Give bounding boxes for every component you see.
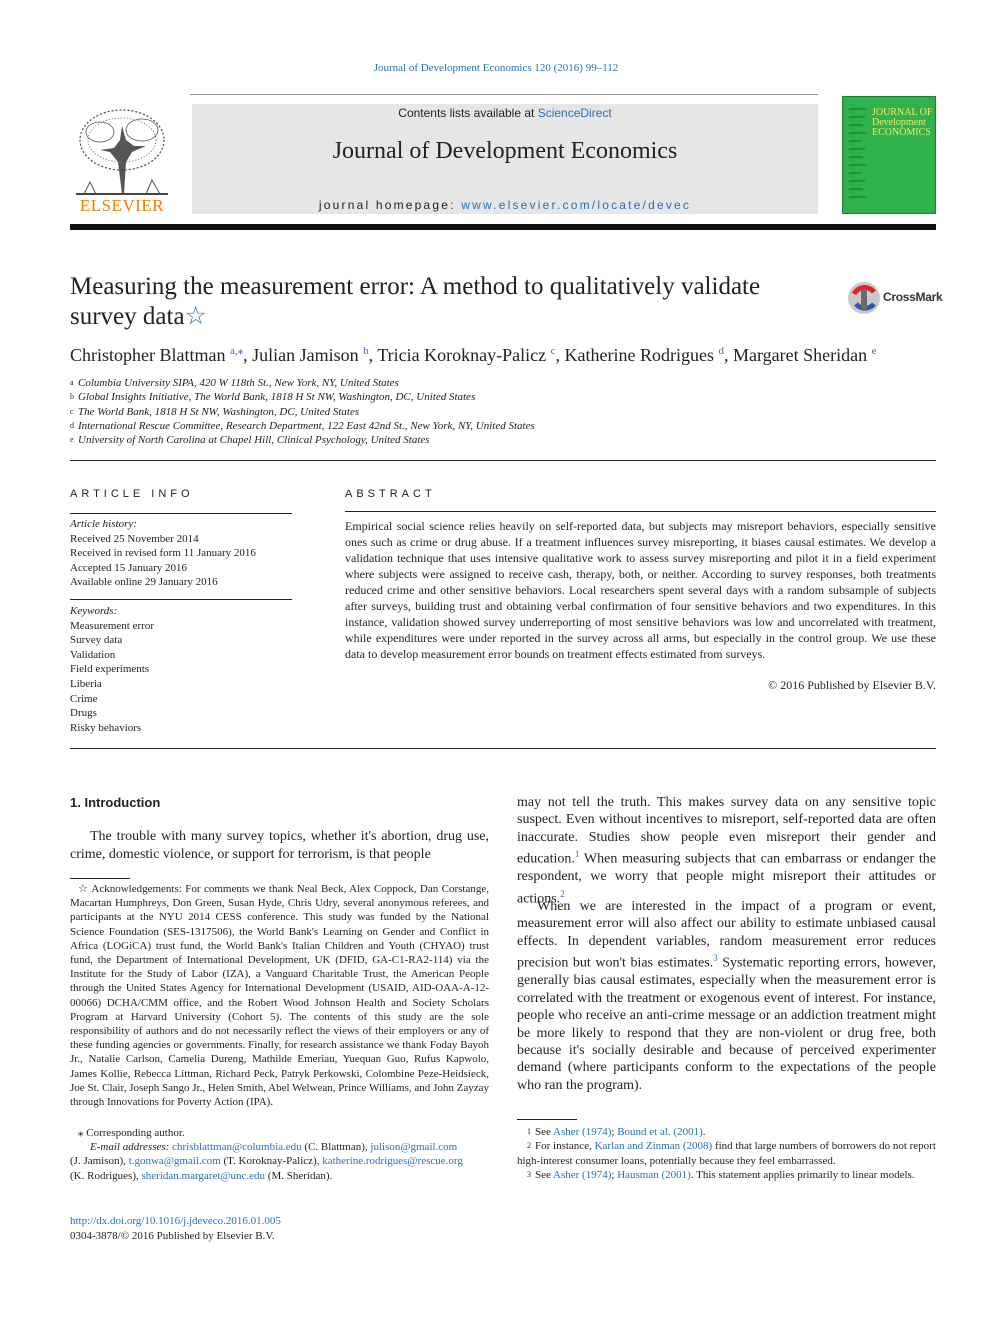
email-owner: (M. Sheridan).: [265, 1169, 333, 1182]
reference-link[interactable]: Hausman (2001): [617, 1168, 691, 1181]
reference-link[interactable]: Bound et al. (2001): [617, 1126, 703, 1138]
keyword-item: Liberia: [70, 677, 102, 690]
article-title: [70, 272, 810, 332]
article-info-divider: [70, 513, 292, 514]
email-owner: (K. Rodrigues),: [70, 1169, 142, 1182]
corresponding-line: [70, 1126, 489, 1140]
author-name[interactable]: Julian Jamison: [252, 345, 359, 365]
acknowledgements-footnote: [70, 882, 489, 1109]
footnote-ref[interactable]: 3: [713, 953, 718, 964]
article-info-heading: ARTICLE INFO: [70, 488, 194, 500]
article-title-text: Measuring the measurement error: A method to qualitatively validate survey data: [70, 273, 761, 330]
journal-name: Journal of Development Economics: [332, 138, 678, 164]
affiliation-item: [70, 433, 936, 447]
affiliation-mark: c: [70, 406, 74, 416]
affiliation-mark: d: [70, 420, 74, 430]
email-label: E-mail addresses:: [90, 1141, 170, 1154]
author-name[interactable]: Christopher Blattman: [70, 345, 226, 365]
author-affiliation-marker[interactable]: e: [871, 345, 877, 357]
author-affiliation-marker[interactable]: c: [550, 345, 556, 357]
email-owner: (C. Blattman),: [301, 1141, 371, 1154]
acknowledgements-text: Acknowledgements: For comments we thank Neal Beck, Alex Coppock, Dan Corstange, Macartan Humphreys, Don Green, Susan Hyde, Chris Udry, several anonymous referees, and participants at the NYU 2014 CESS conference. This study was funded by the National Science Foundation (SES-1317506), the World Bank's Learning on Gender and Conflict in Africa (LOGiCA) trust fund, the World Bank's Italian Children and Youth (CHYAO) trust fund, the Department of International Development, UK (DFID, GA-C1-RA2-114) via the Institute for the Study of Labor (IZA), a Vanguard Charitable Trust, the American People through the United States Agency for International Development (USAID, AID-OAA-A-12-00066) DCHA/CMM office, and the Robert Wood Johnson Health and Society Scholars Program at Harvard University (Cohort 5). The contents of this study are the sole responsibility of authors and do not necessarily reflect the views of their employers or any of these funding agencies or governments. Finally, for research assistance we thank Foday Bayoh Jr., Natalie Carlson, Camelia Dureng, Mathilde Emeriau, Yuequan Guo, Rufus Kapwolo, James Kollie, Rebecca Littman, Richard Peck, Patryk Perkowski, Colombine Peze-Heidsieck, Joe St. Clair, Joseph Sango Jr., Helen Smith, Abel Welwean, Prince Williams, and John Zayzay through Innovations for Poverty Action (IPA).: [70, 883, 489, 1109]
title-footnote-star[interactable]: ☆: [184, 303, 207, 330]
email-link[interactable]: julison@gmail.com: [370, 1141, 458, 1154]
crossmark-label[interactable]: CrossMark: [883, 290, 943, 304]
footnote-text: find that large numbers of borrowers do not report high-interest consumer loans, potentially because they feel embarrassed.: [517, 1140, 936, 1167]
introduction-paragraph-1: The trouble with many survey topics, whether it's abortion, drug use, crime, domestic violence, or support for terrorism, is that people: [70, 829, 489, 862]
author-name[interactable]: Margaret Sheridan: [732, 345, 868, 365]
email-link[interactable]: chrisblattman@columbia.edu: [172, 1141, 302, 1154]
history-item: Accepted 15 January 2016: [70, 561, 187, 574]
cover-title: JOURNAL OF Development ECONOMICS: [872, 107, 933, 138]
author-affiliation-marker[interactable]: a,⁎: [229, 345, 244, 357]
affiliation-list: [70, 376, 936, 447]
author-name[interactable]: Katherine Rodrigues: [564, 345, 714, 365]
email-line: [70, 1169, 489, 1183]
email-link[interactable]: t.gonwa@gmail.com: [128, 1155, 221, 1168]
affiliations-divider: [70, 460, 936, 461]
article-history: [70, 517, 300, 590]
affiliation-item: [70, 390, 936, 404]
author-separator: ,: [368, 345, 378, 365]
abstract-heading: ABSTRACT: [345, 488, 436, 500]
footnotes: [517, 1125, 936, 1182]
affiliation-item: [70, 419, 936, 433]
keyword-item: Field experiments: [70, 663, 150, 676]
affiliation-text: International Rescue Committee, Research Department, 122 East 42nd St., New York, NY, United States: [78, 419, 535, 432]
keyword-item: Risky behaviors: [70, 721, 142, 734]
footnote-text: See: [535, 1168, 554, 1181]
introduction-paragraph-2: [517, 898, 936, 1094]
email-owner: (T. Koroknay-Palicz),: [220, 1155, 323, 1168]
introduction-paragraph-1-continued: [517, 794, 936, 908]
paragraph-text: Systematic reporting errors, however, generally bias causal estimates, especially when the measurement error is correlated with the treatment or exogenous event of interest. For instance, people who receive an anti-crime message or an addiction treatment might be more likely to respond that they are non-violent or drug free, both because it's socially desirable and because of perceived experimenter demand (where participants conform to the expectations of the people who ran the program).: [517, 955, 936, 1093]
author-affiliation-marker[interactable]: d: [718, 345, 724, 357]
homepage-prefix: journal homepage:: [318, 198, 462, 212]
affiliation-text: Columbia University SIPA, 420 W 118th St., New York, NY, United States: [78, 377, 399, 389]
author-separator: ,: [555, 345, 565, 365]
acknowledgements-mark: ☆: [78, 883, 89, 895]
paragraph-text: When we are interested in the impact of a program or event, measurement error will also affect our ability to estimate unbiased causal effects. In dependent variables, random measurement error reduces precision but won't bias estimates.: [517, 899, 936, 971]
reference-link[interactable]: Karlan and Zinman (2008): [594, 1140, 713, 1153]
footnote-number: 3: [527, 1169, 531, 1179]
footnote-item: [517, 1125, 936, 1139]
journal-citation-link[interactable]: Journal of Development Economics 120 (2016) 99–112: [373, 62, 619, 74]
keyword-item: Crime: [70, 692, 98, 705]
affiliation-mark: a: [70, 378, 74, 387]
abstract-text: Empirical social science relies heavily on self-reported data, but subjects may misreport behaviors, especially sensitive ones such as crime or drug abuse. If a treatment influences survey misreporting, it biases causal estimates. We develop a validation technique that uses intensive qualitative work to assess survey misreporting and pilot it in a field experiment where subjects were assigned to receive cash, therapy, both, or neither. According to survey responses, both treatments reduced crime and other sensitive behaviors. Local researchers spent several days with a random subsample of subjects after surveys, building trust and obtaining verbal confirmation of four sensitive behaviors and two expenditures. In this instance, validation showed survey underreporting of most sensitive behaviors was low and uncorrelated with treatment, while expenditures were under reported in the survey across all arms, but especially in the control group. We use these data to develop measurement error bounds on treatment effects estimated from surveys.: [345, 519, 936, 661]
affiliation-text: The World Bank, 1818 H St NW, Washington, DC, United States: [78, 405, 360, 418]
footnote-text: ;: [611, 1168, 618, 1181]
corresponding-author-footnote: [70, 1126, 489, 1183]
keywords: [70, 604, 300, 735]
corresponding-label: Corresponding author.: [86, 1127, 185, 1139]
history-label: Article history:: [70, 518, 137, 530]
footnote-text: .: [702, 1126, 706, 1138]
author-name[interactable]: Tricia Koroknay-Palicz: [377, 345, 547, 365]
issn-copyright: 0304-3878/© 2016 Published by Elsevier B.V.: [70, 1230, 275, 1242]
affiliation-mark: e: [70, 435, 74, 445]
paragraph-text: When measuring subjects that can embarrass or endanger the respondent, we worry that people might misreport their attitudes or actions.: [517, 851, 936, 907]
affiliation-mark: b: [70, 392, 74, 402]
keyword-item: Survey data: [70, 634, 123, 647]
footnote-rule-left: [70, 878, 130, 879]
contents-available-line: [192, 106, 818, 120]
affiliation-text: University of North Carolina at Chapel Hill, Clinical Psychology, United States: [78, 434, 430, 447]
doi-link[interactable]: http://dx.doi.org/10.1016/j.jdeveco.2016.01.005: [70, 1215, 281, 1227]
elsevier-wordmark: ELSEVIER: [79, 196, 165, 215]
keyword-item: Drugs: [70, 707, 97, 720]
email-line: [70, 1154, 489, 1168]
paragraph-text: may not tell the truth. This makes survey data on any sensitive topic suspect. Even without incentives to misreport, self-reported data are often inaccurate. Studies show people even misreport their gender and education.: [517, 795, 936, 867]
journal-homepage-line: [192, 198, 818, 212]
reference-link[interactable]: Asher (1974): [553, 1168, 612, 1181]
abstract-divider: [345, 511, 936, 512]
author-separator: ,: [243, 345, 253, 365]
sciencedirect-link[interactable]: ScienceDirect: [537, 106, 612, 120]
keyword-item: Measurement error: [70, 619, 154, 632]
footnote-item: [517, 1139, 936, 1168]
journal-homepage-link[interactable]: www.elsevier.com/locate/devec: [461, 198, 692, 212]
header-top-rule: [190, 94, 818, 95]
affiliation-text: Global Insights Initiative, The World Bank, 1818 H St NW, Washington, DC, United States: [78, 391, 476, 404]
reference-link[interactable]: Asher (1974): [553, 1126, 612, 1138]
footnote-text: See: [535, 1126, 554, 1138]
history-item: Received 25 November 2014: [70, 532, 199, 545]
corresponding-mark: ⁎: [78, 1127, 84, 1139]
footnote-text: For instance,: [535, 1140, 595, 1153]
contents-prefix: Contents lists available at: [398, 106, 538, 120]
footnote-text: ;: [611, 1126, 618, 1138]
abstract-copyright: © 2016 Published by Elsevier B.V.: [768, 678, 936, 692]
footnote-ref[interactable]: 1: [574, 849, 580, 860]
affiliation-item: [70, 376, 936, 390]
email-link[interactable]: katherine.rodrigues@rescue.org: [322, 1155, 463, 1168]
author-separator: ,: [723, 345, 733, 365]
footnote-rule-right: [517, 1119, 577, 1120]
email-line: [70, 1140, 489, 1154]
email-owner: (J. Jamison),: [70, 1155, 129, 1168]
keywords-divider: [70, 599, 292, 600]
author-list: [70, 344, 950, 366]
footnote-number: 2: [527, 1141, 531, 1151]
introduction-heading: 1. Introduction: [70, 795, 161, 810]
header-thick-rule: [70, 224, 936, 230]
keywords-label: Keywords:: [70, 605, 118, 617]
front-matter-divider: [70, 748, 936, 749]
history-item: Received in revised form 11 January 2016: [70, 547, 256, 560]
footnote-number: 1: [527, 1127, 531, 1136]
keyword-item: Validation: [70, 648, 116, 661]
email-link[interactable]: sheridan.margaret@unc.edu: [141, 1169, 266, 1182]
affiliation-item: [70, 405, 936, 419]
footnote-item: [517, 1168, 936, 1182]
author-affiliation-marker[interactable]: b: [363, 345, 369, 357]
footnote-text: . This statement applies primarily to linear models.: [690, 1168, 915, 1181]
history-item: Available online 29 January 2016: [70, 576, 218, 589]
footnote-ref[interactable]: 2: [560, 888, 565, 899]
